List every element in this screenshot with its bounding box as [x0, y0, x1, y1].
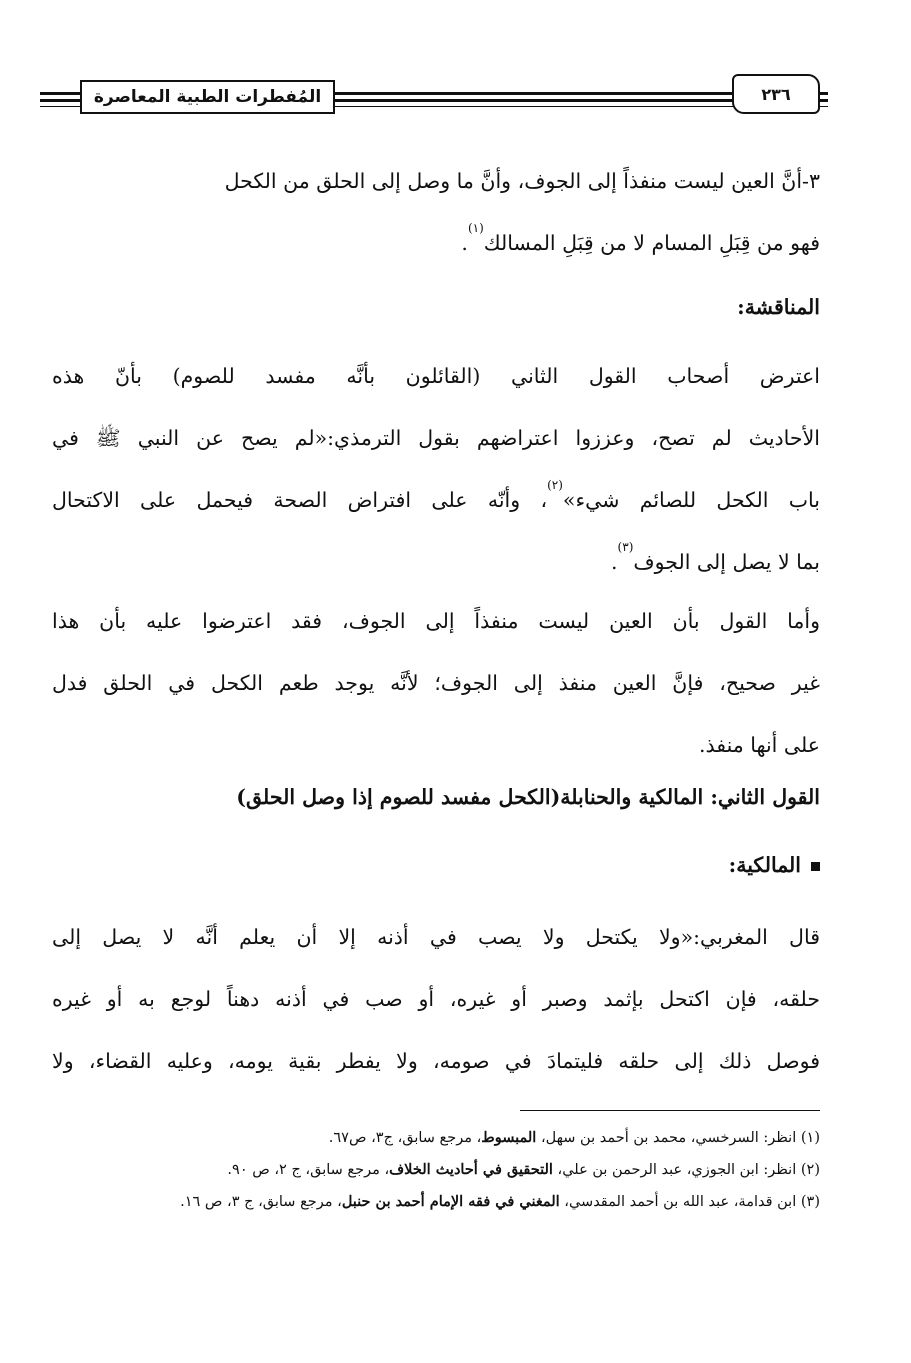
- page-number: ٢٣٦: [732, 74, 820, 114]
- text-line: قال المغربي:«ولا يكتحل ولا يصب في أذنه إلا أن يعلم أنَّه لا يصل إلى: [52, 925, 820, 949]
- text-line: حلقه، فإن اكتحل بإثمد وصبر أو غيره، أو صب في أذنه دهناً لوجع به أو غيره: [52, 987, 820, 1011]
- paragraph-point-3: [52, 150, 820, 274]
- section-heading: القول الثاني: المالكية والحنابلة(الكحل مفسد للصوم إذا وصل الحلق): [236, 785, 820, 809]
- text-line: على أنها منفذ.: [698, 733, 820, 757]
- footnote-ref: (١): [467, 221, 484, 235]
- paragraph-eye-outlet: [52, 590, 820, 776]
- footnote: (١) انظر: السرخسي، محمد بن أحمد بن سهل، المبسوط، مرجع سابق، ج٣، ص٦٧.: [328, 1129, 820, 1146]
- discussion-heading-block: [52, 276, 820, 338]
- footnote-separator: [520, 1110, 820, 1111]
- section-heading: المناقشة:: [737, 295, 820, 319]
- text-line: ٣-أنَّ العين ليست منفذاً إلى الجوف، وأنَّ ما وصل إلى الحلق من الكحل: [224, 169, 820, 193]
- footnotes: [52, 1122, 820, 1218]
- malikiyya-block: [52, 834, 820, 896]
- book-title: المُفطرات الطبية المعاصرة: [80, 80, 335, 114]
- text-line: فوصل ذلك إلى حلقه فليتمادَ في صومه، ولا يفطر بقية يومه، وعليه القضاء، ولا: [52, 1049, 820, 1073]
- text-line: بما لا يصل إلى الجوف$^{(٣)}$.: [611, 540, 820, 574]
- footnote: (٢) انظر: ابن الجوزي، عبد الرحمن بن علي، التحقيق في أحاديث الخلاف، مرجع سابق، ج ٢، ص ٩٠.: [227, 1161, 820, 1178]
- running-header: [40, 78, 828, 120]
- text-line: باب الكحل للصائم شيء»$^{(٢)}$، وأنّه على افتراض الصحة فيحمل على الاكتحال: [52, 478, 820, 512]
- text-line: غير صحيح، فإنَّ العين منفذ إلى الجوف؛ لأنَّه يوجد طعم الكحل في الحلق فدل: [52, 671, 820, 695]
- footnote-ref: (٣): [617, 540, 634, 554]
- footnote-ref: (٢): [547, 478, 563, 492]
- subsection-heading: المالكية:: [52, 834, 820, 896]
- paragraph-maghribi-quote: [52, 906, 820, 1092]
- text-line: الأحاديث لم تصح، وعززوا اعتراضهم بقول الترمذي:«لم يصح عن النبي ﷺ في: [52, 426, 820, 450]
- second-opinion-block: [52, 766, 820, 828]
- footnote: (٣) ابن قدامة، عبد الله بن أحمد المقدسي، المغني في فقه الإمام أحمد بن حنبل، مرجع سابق، ج ٣، ص ١٦.: [180, 1193, 820, 1210]
- text-line: اعترض أصحاب القول الثاني (القائلون بأنَّه مفسد للصوم) بأنّ هذه: [52, 364, 820, 388]
- bullet-icon: [811, 862, 820, 871]
- text-line: وأما القول بأن العين ليست منفذاً إلى الجوف، فقد اعترضوا عليه بأن هذا: [52, 609, 820, 633]
- text-line: فهو من قِبَلِ المسام لا من قِبَلِ المسالك$^{(١)}$.: [461, 221, 820, 255]
- paragraph-objection: [52, 345, 820, 593]
